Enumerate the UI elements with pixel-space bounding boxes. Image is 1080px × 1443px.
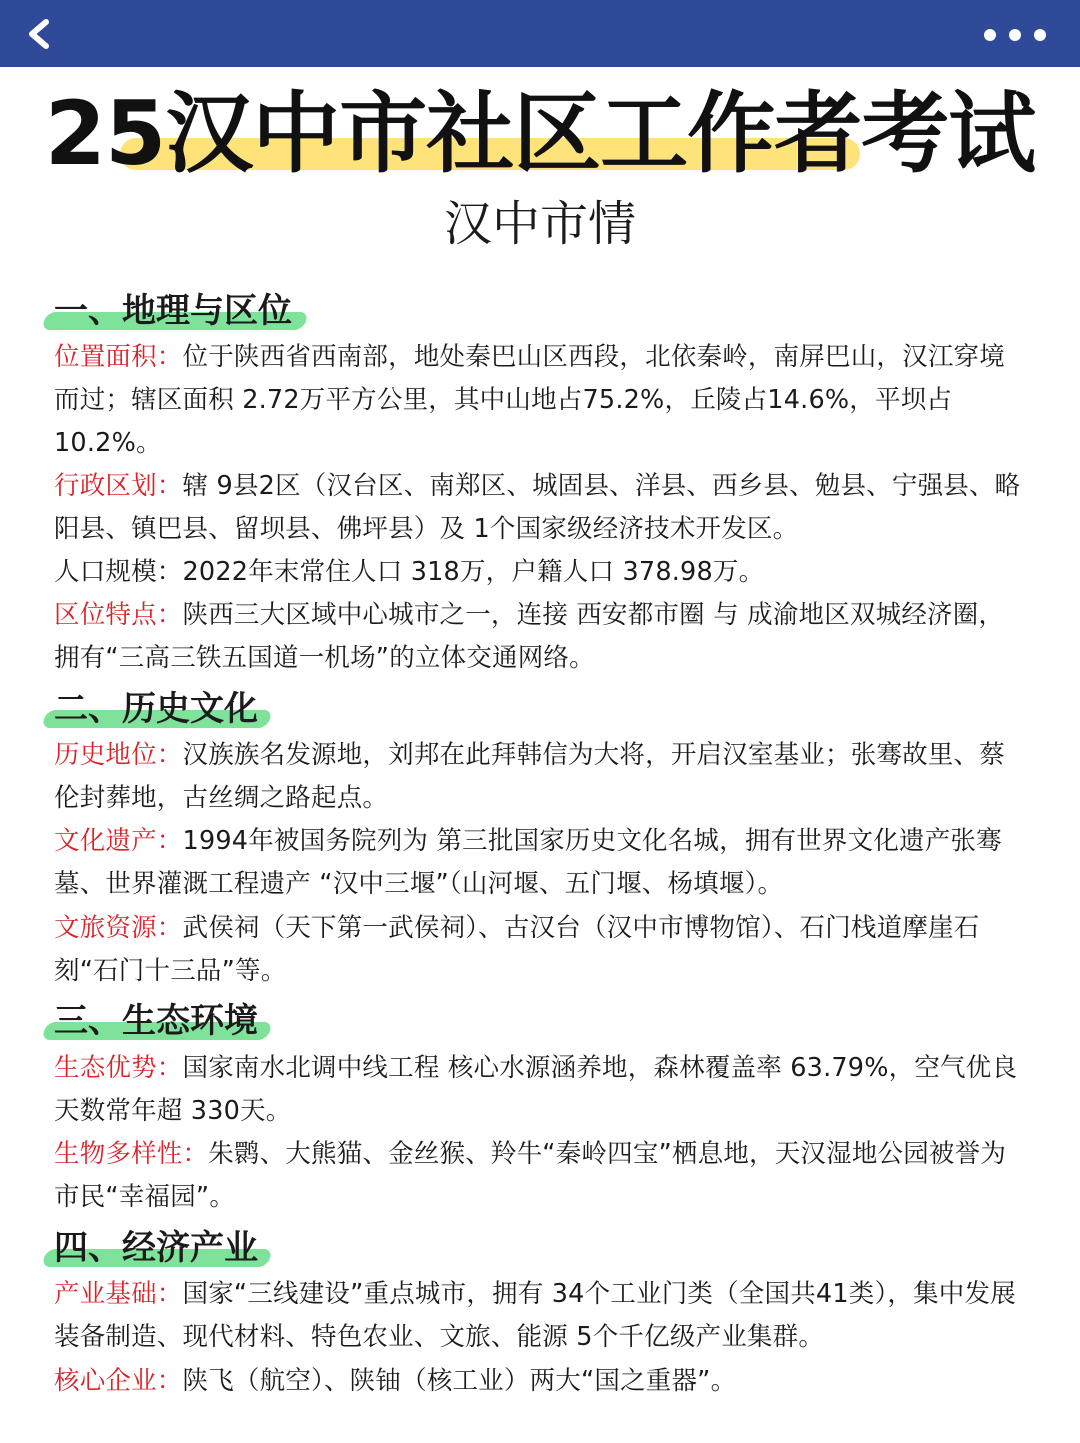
paragraph-cultural-heritage [54, 820, 1029, 906]
paragraph-label: 生物多样性： [54, 1139, 209, 1169]
back-button[interactable] [18, 12, 62, 56]
paragraph-population [54, 551, 1029, 594]
paragraph-text: 汉族族名发源地，刘邦在此拜韩信为大将，开启汉室基业；张骞故里、蔡伦封葬地，古丝绸之路起点。 [54, 740, 1005, 813]
paragraph-text: 国家“三线建设”重点城市，拥有 34个工业门类（全国共41类），集中发展 装备制造、现代材料、特色农业、文旅、能源 5个千亿级产业集群。 [54, 1279, 1016, 1352]
paragraph-ecological-advantage [54, 1047, 1029, 1133]
paragraph-label: 文旅资源： [54, 913, 183, 943]
paragraph-industrial-base [54, 1273, 1029, 1359]
paragraph-text: 陕飞（航空）、陕铀（核工业）两大“国之重器”。 [182, 1366, 737, 1396]
paragraph-label: 核心企业： [54, 1366, 183, 1396]
paragraph-administrative-division [54, 465, 1029, 551]
paragraph-label: 文化遗产： [54, 826, 183, 856]
section-heading-economy [54, 1225, 258, 1271]
section-heading-history [54, 686, 258, 732]
section-heading-text: 二、历史文化 [54, 689, 258, 729]
paragraph-text: 辖 9县2区（汉台区、南郑区、城固县、洋县、西乡县、勉县、宁强县、略阳县、镇巴县、留坝县、佛坪县）及 1个国家级经济技术开发区。 [54, 471, 1021, 544]
paragraph-location-area [54, 336, 1029, 465]
paragraph-location-features [54, 594, 1029, 680]
paragraph-label: 产业基础： [54, 1279, 183, 1309]
section-heading-text: 四、经济产业 [54, 1228, 258, 1268]
page-subtitle: 汉中市情 [443, 196, 636, 252]
more-horizontal-icon [980, 22, 1050, 48]
paragraph-core-enterprises [54, 1360, 1029, 1403]
chevron-left-icon [18, 12, 62, 56]
paragraph-label: 历史地位： [54, 740, 183, 770]
section-heading-text: 一、地理与区位 [54, 291, 292, 331]
top-nav-bar [0, 0, 1080, 67]
page-title: 25汉中市社区工作者考试 [44, 82, 1036, 185]
section-heading-ecology [54, 998, 258, 1044]
section-heading-geography [54, 288, 292, 334]
paragraph-text: 武侯祠（天下第一武侯祠）、古汉台（汉中市博物馆）、石门栈道摩崖石刻“石门十三品”等。 [54, 913, 980, 986]
paragraph-label: 区位特点： [54, 600, 183, 630]
paragraph-text: 陕西三大区域中心城市之一，连接 西安都市圈 与 成渝地区双城经济圈，拥有“三高三铁五国道一机场”的立体交通网络。 [54, 600, 1005, 673]
paragraph-tourism-resources [54, 907, 1029, 993]
paragraph-biodiversity [54, 1133, 1029, 1219]
paragraph-text: 国家南水北调中线工程 核心水源涵养地，森林覆盖率 63.79%，空气优良天数常年超 330天。 [54, 1053, 1018, 1126]
paragraph-text: 人口规模：2022年末常住人口 318万，户籍人口 378.98万。 [54, 557, 765, 587]
paragraph-text: 位于陕西省西南部，地处秦巴山区西段，北依秦岭，南屏巴山，汉江穿境而过；辖区面积 2.72万平方公里，其中山地占75.2%，丘陵占14.6%，平坝占10.2%。 [54, 342, 1005, 458]
paragraph-label: 位置面积： [54, 342, 183, 372]
paragraph-label: 行政区划： [54, 471, 183, 501]
paragraph-text: 朱鹮、大熊猫、金丝猴、羚牛“秦岭四宝”栖息地，天汉湿地公园被誉为市民“幸福园”。 [54, 1139, 1007, 1212]
section-heading-text: 三、生态环境 [54, 1001, 258, 1041]
paragraph-text: 1994年被国务院列为 第三批国家历史文化名城，拥有世界文化遗产张骞墓、世界灌溉工程遗产 “汉中三堰”（山河堰、五门堰、杨填堰）。 [54, 826, 1002, 899]
title-block [0, 80, 1080, 190]
paragraph-label: 生态优势： [54, 1053, 183, 1083]
more-button[interactable] [980, 22, 1050, 48]
paragraph-historical-status [54, 734, 1029, 820]
